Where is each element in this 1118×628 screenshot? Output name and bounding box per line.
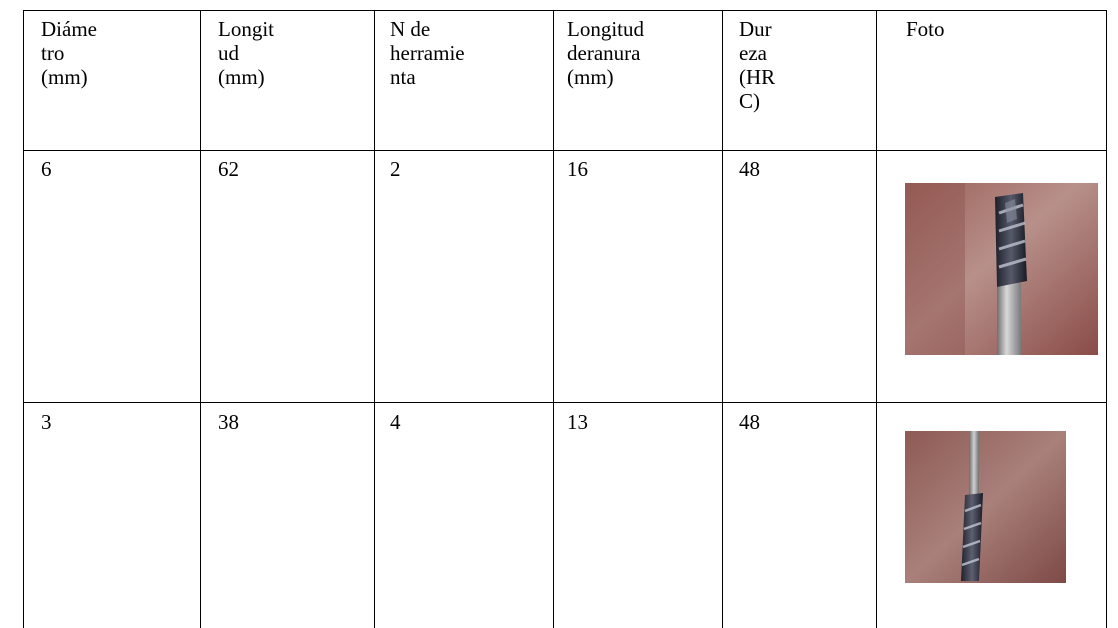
- header-diametro: Diáme tro (mm): [41, 17, 97, 89]
- cell-diametro: 6: [41, 157, 52, 181]
- header-longitud: Longit ud (mm): [218, 17, 274, 89]
- cell-longitud-ranura: 16: [567, 157, 588, 181]
- column-divider: [876, 10, 877, 628]
- end-mill-photo: [905, 431, 1066, 583]
- column-divider: [200, 10, 201, 628]
- header-row-divider: [23, 150, 1107, 151]
- header-dureza: Dur eza (HR C): [739, 17, 776, 113]
- cell-diametro: 3: [41, 410, 52, 434]
- end-mill-photo: [905, 183, 1098, 355]
- cell-n-herramienta: 4: [390, 410, 401, 434]
- column-divider: [553, 10, 554, 628]
- cell-n-herramienta: 2: [390, 157, 401, 181]
- column-divider: [722, 10, 723, 628]
- header-longitud-ranura: Longitud deranura (mm): [567, 17, 644, 89]
- cell-dureza: 48: [739, 410, 760, 434]
- cell-longitud-ranura: 13: [567, 410, 588, 434]
- header-n-herramienta: N de herramie nta: [390, 17, 465, 89]
- table-border-right: [1106, 10, 1107, 628]
- cell-longitud: 38: [218, 410, 239, 434]
- header-foto: Foto: [906, 17, 945, 41]
- row-divider: [23, 402, 1107, 403]
- cell-dureza: 48: [739, 157, 760, 181]
- table-border-top: [23, 10, 1107, 11]
- column-divider: [374, 10, 375, 628]
- cell-longitud: 62: [218, 157, 239, 181]
- column-divider: [23, 10, 24, 628]
